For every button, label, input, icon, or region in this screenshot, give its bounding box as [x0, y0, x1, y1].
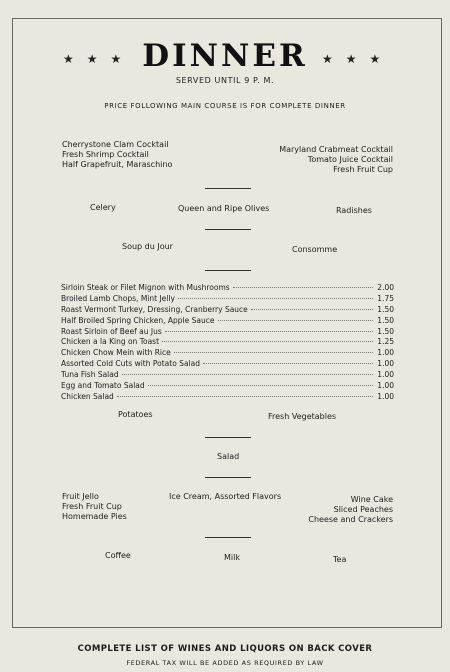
price-note: PRICE FOLLOWING MAIN COURSE IS FOR COMPLETE DINNER — [104, 102, 346, 110]
section-divider — [205, 537, 251, 538]
appetizer-item: Fresh Fruit Cup — [333, 165, 393, 174]
main-course-price: 1.75 — [377, 293, 394, 303]
main-course-price: 1.00 — [377, 391, 394, 401]
dessert-list-right — [308, 495, 393, 525]
dessert-item: Sliced Peaches — [333, 505, 393, 514]
dessert-item: Homemade Pies — [62, 512, 127, 521]
dot-leader — [122, 374, 373, 375]
section-divider — [205, 437, 251, 438]
main-course-price: 1.00 — [377, 381, 394, 391]
main-course-price: 1.00 — [377, 370, 394, 380]
main-course-price: 1.50 — [377, 315, 394, 325]
main-course-row — [61, 348, 394, 359]
main-course-row — [61, 305, 394, 316]
main-course-row — [61, 381, 394, 392]
section-divider — [205, 188, 251, 189]
dot-leader — [165, 331, 373, 332]
main-course-name: Egg and Tomato Salad — [61, 381, 145, 391]
relish-item: Celery — [90, 203, 116, 212]
dot-leader — [218, 320, 373, 321]
dessert-item: Fruit Jello — [62, 492, 99, 501]
beverage-item: Tea — [333, 555, 347, 564]
appetizer-item: Tomato Juice Cocktail — [307, 155, 393, 164]
serving-hours: SERVED UNTIL 9 P. M. — [175, 76, 275, 85]
dessert-item: Ice Cream, Assorted Flavors — [169, 492, 282, 501]
main-course-price: 1.00 — [377, 348, 394, 358]
tax-note: FEDERAL TAX WILL BE ADDED AS REQUIRED BY LAW — [126, 659, 324, 667]
main-course-row — [61, 337, 394, 348]
soup-item: Consomme — [292, 245, 338, 254]
side-item: Potatoes — [118, 410, 153, 419]
main-course-row — [61, 294, 394, 305]
dot-leader — [203, 363, 373, 364]
main-course-name: Chicken a la King on Toast — [61, 337, 160, 347]
appetizer-list-left — [62, 140, 172, 170]
star-decoration-right: ★★★ — [322, 52, 394, 66]
side-item: Fresh Vegetables — [268, 412, 337, 421]
main-course-price: 1.25 — [377, 337, 394, 347]
relish-item: Radishes — [336, 206, 372, 215]
section-divider — [205, 270, 251, 271]
main-course-name: Roast Sirloin of Beef au Jus — [61, 326, 162, 336]
soup-item: Soup du Jour — [122, 242, 173, 251]
appetizer-item: Half Grapefruit, Maraschino — [62, 160, 173, 169]
main-course-name: Roast Vermont Turkey, Dressing, Cranberry Sauce — [61, 304, 248, 314]
section-divider — [205, 477, 251, 478]
salad-item: Salad — [217, 452, 240, 461]
main-course-name: Tuna Fish Salad — [61, 370, 119, 380]
main-course-row — [61, 283, 394, 294]
dot-leader — [148, 385, 373, 386]
appetizer-item: Cherrystone Clam Cocktail — [62, 140, 169, 149]
appetizer-item: Fresh Shrimp Cocktail — [62, 150, 149, 159]
main-course-row — [61, 370, 394, 381]
main-course-name: Assorted Cold Cuts with Potato Salad — [61, 359, 200, 369]
main-course-row — [61, 327, 394, 338]
relish-item: Queen and Ripe Olives — [178, 204, 270, 213]
dot-leader — [178, 298, 373, 299]
beverage-item: Coffee — [105, 551, 131, 560]
appetizer-list-right — [279, 145, 393, 175]
dessert-item: Cheese and Crackers — [308, 515, 393, 524]
dot-leader — [251, 309, 373, 310]
main-course-price: 1.50 — [377, 304, 394, 314]
section-divider — [205, 229, 251, 230]
main-course-list — [61, 283, 394, 403]
dessert-item: Fresh Fruit Cup — [62, 502, 122, 511]
main-course-row — [61, 316, 394, 327]
main-course-name: Broiled Lamb Chops, Mint Jelly — [61, 293, 175, 303]
menu-title: DINNER — [142, 38, 308, 74]
appetizer-item: Maryland Crabmeat Cocktail — [279, 145, 393, 154]
main-course-row — [61, 359, 394, 370]
dessert-item: Wine Cake — [350, 495, 393, 504]
dot-leader — [162, 341, 373, 342]
main-course-price: 2.00 — [377, 283, 394, 292]
main-course-price: 1.50 — [377, 326, 394, 336]
dot-leader — [233, 287, 373, 288]
main-course-name: Chicken Salad — [61, 391, 114, 401]
main-course-price: 1.00 — [377, 359, 394, 369]
main-course-row — [61, 392, 394, 403]
dot-leader — [117, 396, 373, 397]
star-decoration-left: ★★★ — [63, 52, 135, 66]
main-course-name: Chicken Chow Mein with Rice — [61, 348, 171, 358]
main-course-name: Sirloin Steak or Filet Mignon with Mushrooms — [61, 283, 230, 292]
main-course-name: Half Broiled Spring Chicken, Apple Sauce — [61, 315, 215, 325]
beverage-item: Milk — [224, 553, 240, 562]
dot-leader — [174, 352, 373, 353]
wine-list-note: COMPLETE LIST OF WINES AND LIQUORS ON BACK COVER — [77, 644, 373, 654]
dessert-list-left — [62, 492, 127, 522]
